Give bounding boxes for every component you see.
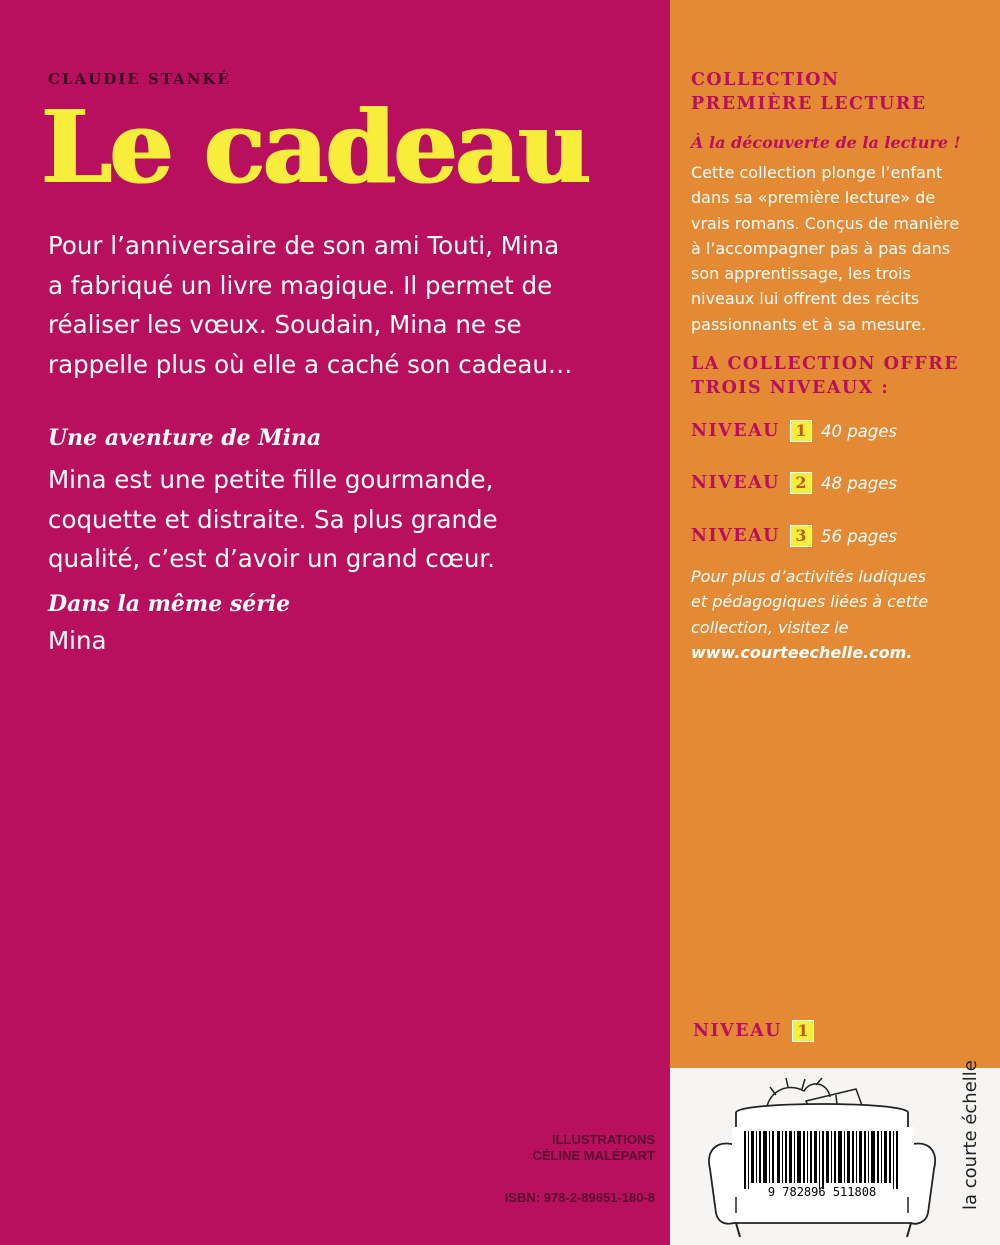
- book-level-label: NIVEAU: [693, 1021, 782, 1041]
- illustrator-name: CÉLINE MALÉPART: [532, 1148, 655, 1163]
- blurb-line: rappelle plus où elle a caché son cadeau…: [48, 349, 573, 379]
- level-label: NIVEAU: [691, 421, 780, 441]
- level-row-3: [691, 525, 897, 547]
- levels-heading-line: TROIS NIVEAUX :: [691, 378, 890, 398]
- description-line: Mina est une petite fille gourmande,: [48, 465, 494, 494]
- illustrations-label: ILLUSTRATIONS: [551, 1132, 655, 1147]
- collection-description: [691, 160, 991, 337]
- website-note: [691, 564, 991, 665]
- publisher-logo: la courte échelle: [960, 1060, 981, 1210]
- level-row-2: [691, 472, 897, 494]
- sofa-barcode-illustration: [706, 1073, 941, 1243]
- illustration-credits: [420, 1132, 655, 1164]
- level-pages: 40 pages: [820, 421, 897, 441]
- description-line: dans sa «première lecture» de: [691, 188, 936, 208]
- adventure-heading: Une aventure de Mina: [48, 425, 322, 451]
- levels-heading-line: LA COLLECTION OFFRE: [691, 354, 960, 374]
- description-line: passionnants et à sa mesure.: [691, 314, 927, 334]
- blurb-line: a fabriqué un livre magique. Il permet de: [48, 270, 553, 300]
- description-line: à l’accompagner pas à pas dans: [691, 238, 951, 258]
- level-badge: 3: [790, 525, 812, 547]
- note-line: Pour plus d’activités ludiques: [691, 567, 927, 586]
- book-title: Le cadeau: [40, 88, 588, 206]
- collection-heading: [691, 68, 927, 116]
- level-label: NIVEAU: [691, 526, 780, 546]
- barcode-digits: 9 782896 511808: [767, 1185, 877, 1199]
- series-heading: Dans la même série: [48, 591, 291, 617]
- book-level: [693, 1020, 814, 1042]
- description-line: Cette collection plonge l’enfant: [691, 163, 943, 182]
- level-pages: 48 pages: [820, 473, 897, 493]
- character-description: [48, 460, 648, 579]
- level-label: NIVEAU: [691, 473, 780, 493]
- collection-heading-line: PREMIÈRE LECTURE: [691, 94, 927, 114]
- note-line: et pédagogiques liées à cette: [691, 592, 929, 612]
- blurb-line: réaliser les vœux. Soudain, Mina ne se: [48, 310, 522, 339]
- description-line: niveaux lui offrent des récits: [691, 289, 920, 309]
- description-line: qualité, c’est d’avoir un grand cœur.: [48, 544, 495, 573]
- level-row-1: [691, 420, 897, 442]
- note-line: collection, visitez le: [691, 617, 849, 637]
- author-name: CLAUDIE STANKÉ: [48, 70, 231, 88]
- collection-heading-line: COLLECTION: [691, 70, 840, 90]
- isbn: ISBN: 978-2-89651-180-8: [504, 1190, 655, 1205]
- description-line: coquette et distraite. Sa plus grande: [48, 504, 498, 534]
- collection-tagline: À la découverte de la lecture !: [691, 133, 961, 152]
- book-level-badge: 1: [792, 1020, 814, 1042]
- levels-heading: [691, 352, 959, 400]
- description-line: son apprentissage, les trois: [691, 264, 911, 284]
- blurb-line: Pour l’anniversaire de son ami Touti, Mina: [48, 231, 560, 260]
- series-item: Mina: [48, 626, 107, 655]
- level-badge: 1: [790, 420, 812, 442]
- website-link[interactable]: www.courteechelle.com.: [691, 642, 913, 662]
- book-blurb: [48, 226, 648, 384]
- description-line: vrais romans. Conçus de manière: [691, 213, 960, 233]
- barcode: [732, 1127, 914, 1199]
- level-badge: 2: [790, 472, 812, 494]
- level-pages: 56 pages: [820, 526, 897, 546]
